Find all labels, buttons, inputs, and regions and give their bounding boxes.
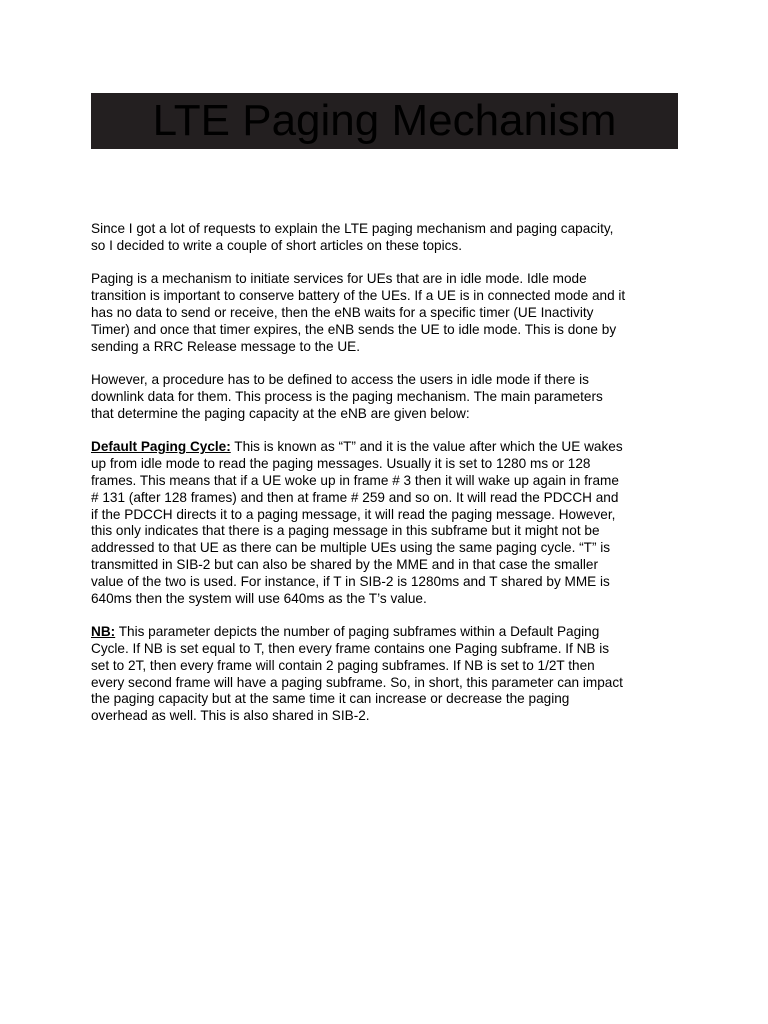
paragraph-nb xyxy=(91,624,681,725)
text-line: This is known as “T” and it is the value after which the UE wakes xyxy=(230,439,623,455)
text-line: However, a procedure has to be defined to access the users in idle mode if there is xyxy=(91,372,589,388)
paragraph-intro xyxy=(91,221,681,255)
text-line: has no data to send or receive, then the eNB waits for a specific timer (UE Inactivity xyxy=(91,304,594,320)
title-banner xyxy=(91,93,678,149)
text-line: overhead as well. This is also shared in SIB-2. xyxy=(91,708,370,724)
text-line: Since I got a lot of requests to explain the LTE paging mechanism and paging capacity, xyxy=(91,221,614,236)
text-line: so I decided to write a couple of short articles on these topics. xyxy=(91,237,463,253)
document-body xyxy=(91,221,681,742)
paragraph-procedure xyxy=(91,372,681,422)
text-line: This parameter depicts the number of paging subframes within a Default Paging xyxy=(115,624,600,640)
text-line: set to 2T, then every frame will contain 2 paging subframes. If NB is set to 1/2T then xyxy=(91,657,595,673)
text-line: if the PDCCH directs it to a paging message, it will read the paging message. However, xyxy=(91,506,616,522)
paragraph-paging-definition xyxy=(91,271,681,355)
text-line: transition is important to conserve battery of the UEs. If a UE is in connected mode and it xyxy=(91,288,626,304)
document-title: LTE Paging Mechanism xyxy=(152,96,617,145)
text-line: this only indicates that there is a paging message in this subframe but it might not be xyxy=(91,523,600,539)
term-default-paging-cycle: Default Paging Cycle: xyxy=(91,439,231,455)
text-line: Cycle. If NB is set equal to T, then every frame contains one Paging subframe. If NB is xyxy=(91,640,610,656)
text-line: the paging capacity but at the same time it can increase or decrease the paging xyxy=(91,691,570,707)
text-line: every second frame will have a paging subframe. So, in short, this parameter can impact xyxy=(91,674,623,690)
text-line: downlink data for them. This process is the paging mechanism. The main parameters xyxy=(91,388,603,404)
term-nb: NB: xyxy=(91,624,116,640)
text-line: Paging is a mechanism to initiate services for UEs that are in idle mode. Idle mode xyxy=(91,271,587,287)
text-line: 640ms then the system will use 640ms as the T’s value. xyxy=(91,590,427,606)
text-line: transmitted in SIB-2 but can also be shared by the MME and in that case the smaller xyxy=(91,556,599,572)
text-line: that determine the paging capacity at the eNB are given below: xyxy=(91,405,470,421)
text-line: Timer) and once that timer expires, the eNB sends the UE to idle mode. This is done by xyxy=(91,321,617,337)
text-line: addressed to that UE as there can be multiple UEs using the same paging cycle. “T” is xyxy=(91,540,611,556)
text-line: # 131 (after 128 frames) and then at frame # 259 and so on. It will read the PDCCH and xyxy=(91,489,619,505)
text-line: sending a RRC Release message to the UE. xyxy=(91,338,360,354)
text-line: up from idle mode to read the paging messages. Usually it is set to 1280 ms or 128 xyxy=(91,456,591,472)
paragraph-default-paging-cycle xyxy=(91,439,681,607)
text-line: frames. This means that if a UE woke up in frame # 3 then it will wake up again in frame xyxy=(91,472,619,488)
text-line: value of the two is used. For instance, if T in SIB-2 is 1280ms and T shared by MME is xyxy=(91,573,610,589)
